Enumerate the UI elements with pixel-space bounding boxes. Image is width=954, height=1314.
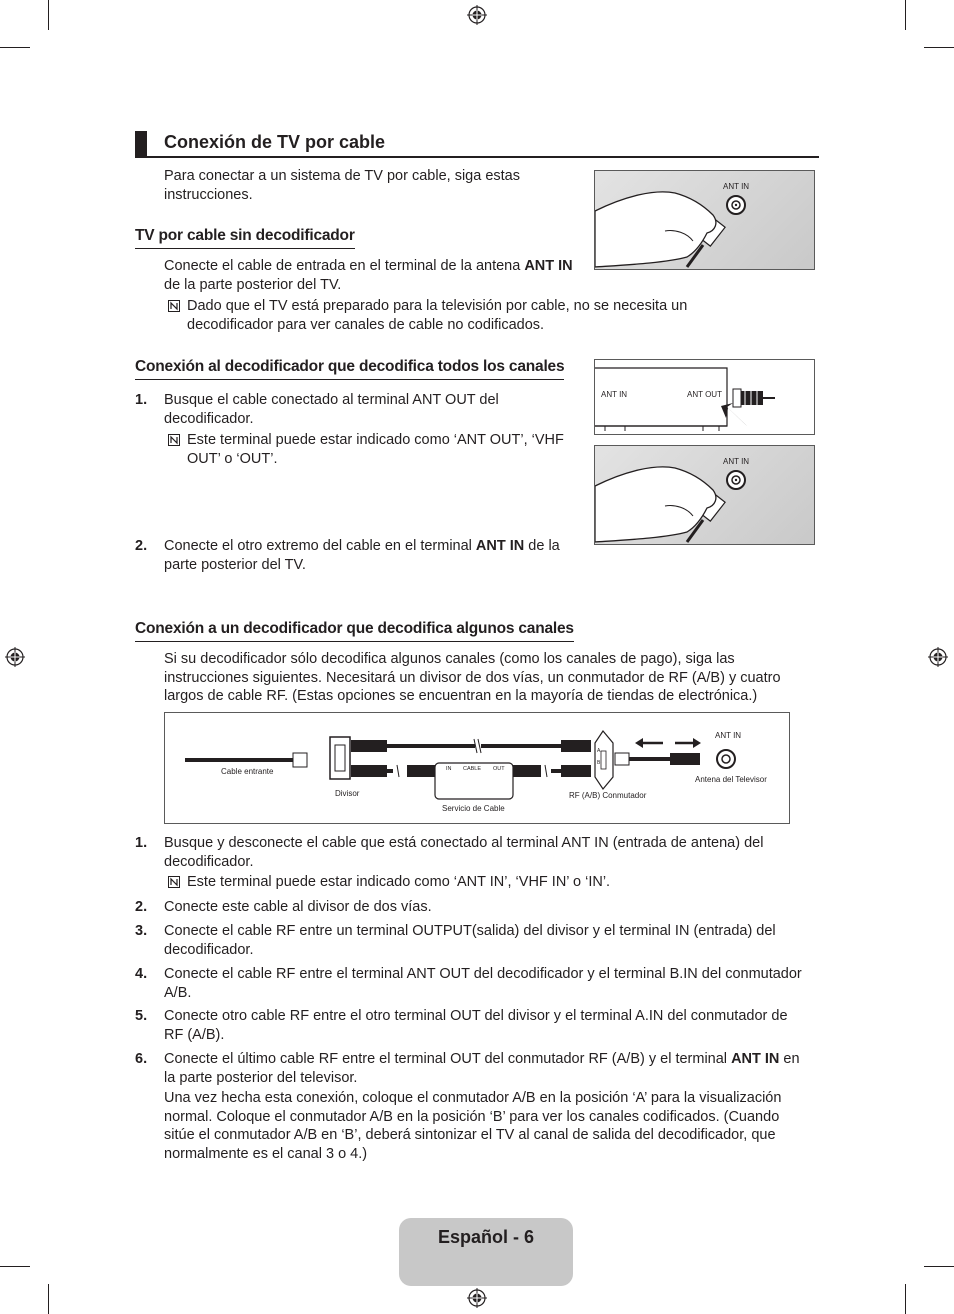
figure-ant-in-connection — [594, 445, 815, 545]
step-number: 3. — [135, 923, 148, 939]
note-line: OUT’ o ‘OUT’. — [187, 450, 278, 467]
figure-decoder-ant-out — [594, 359, 815, 435]
registration-mark-icon — [467, 1288, 487, 1308]
section-title-rule — [135, 156, 819, 158]
step-line: decodificador. — [164, 941, 254, 958]
note-line: Este terminal puede estar indicado como ‘ANT OUT’, ‘VHF — [187, 432, 564, 448]
step-line: en — [779, 1051, 800, 1067]
diagram-label: RF (A/B) Conmutador — [569, 791, 647, 800]
paragraph — [164, 257, 594, 294]
step-number: 1. — [135, 392, 148, 408]
step-line: parte posterior del TV. — [164, 556, 306, 573]
bold-term: ANT IN — [524, 258, 573, 274]
registration-mark-icon — [467, 5, 487, 25]
step-number: 2. — [135, 899, 148, 915]
diagram-label: CABLE — [463, 766, 482, 772]
bold-term: ANT IN — [731, 1051, 780, 1067]
paragraph-text: Conecte el cable de entrada en el terminal de la antena — [164, 258, 525, 274]
subsection-heading: Conexión al decodificador que decodifica todos los canales — [135, 357, 564, 380]
note-line: decodificador para ver canales de cable no codificados. — [187, 316, 545, 333]
crop-mark — [905, 1284, 906, 1314]
diagram-label: IN — [446, 766, 452, 772]
page-title: Conexión de TV por cable — [164, 132, 386, 152]
paragraph-line: Si su decodificador sólo decodifica algunos canales (como los canales de pago), siga las — [164, 651, 735, 667]
crop-mark — [924, 47, 954, 48]
figure-ant-in-connection — [594, 170, 815, 270]
step-line: RF (A/B). — [164, 1026, 225, 1043]
diagram-label: OUT — [493, 766, 505, 772]
step-line: Conecte el cable RF entre un terminal OUTPUT(salida) del divisor y el terminal IN (entrada) del — [164, 923, 776, 939]
crop-mark — [924, 1266, 954, 1267]
paragraph-line: instrucciones siguientes. Necesitará un divisor de dos vías, un conmutador de RF (A/B) y cuatro — [164, 669, 781, 686]
diagram-label: A — [597, 748, 601, 754]
paragraph-line: sitúe el conmutador A/B en ‘B’, deberá sintonizar el TV al canal de salida del decodificador, que — [164, 1127, 776, 1144]
step-line: decodificador. — [164, 853, 254, 870]
paragraph-text: de la parte posterior del TV. — [164, 276, 342, 293]
paragraph-line: normalmente es el canal 3 o 4.) — [164, 1145, 368, 1162]
step-text — [164, 391, 584, 428]
paragraph-line: Una vez hecha esta conexión, coloque el conmutador A/B en la posición ‘A’ para la visualización — [164, 1090, 782, 1106]
step-number: 4. — [135, 966, 148, 982]
diagram-label: Cable entrante — [221, 767, 274, 776]
crop-mark — [905, 0, 906, 30]
figure-label: ANT OUT — [687, 390, 722, 399]
diagram-label: Antena del Televisor — [695, 775, 767, 784]
paragraph-line: largos de cable RF. (Estas opciones se encuentran en la mayoría de tiendas de electrónica.) — [164, 688, 758, 705]
subsection-heading: Conexión a un decodificador que decodifica algunos canales — [135, 619, 574, 642]
note-icon — [168, 876, 180, 888]
step-text — [164, 965, 824, 1002]
note-icon — [168, 300, 180, 312]
step-text — [164, 1007, 824, 1044]
bold-term: ANT IN — [475, 538, 525, 554]
step-text — [164, 537, 584, 574]
step-line: Conecte el cable RF entre el terminal ANT OUT del decodificador y el terminal B.IN del conmutador — [164, 966, 802, 982]
step-number: 1. — [135, 835, 148, 851]
step-line: A/B. — [164, 984, 192, 1001]
crop-mark — [48, 0, 49, 30]
note-icon — [168, 434, 180, 446]
step-number: 6. — [135, 1051, 148, 1067]
registration-mark-icon — [5, 647, 25, 667]
crop-mark — [48, 1284, 49, 1314]
step-line: Conecte otro cable RF entre el otro terminal OUT del divisor y el terminal A.IN del conmutador de — [164, 1008, 788, 1024]
diagram-label: B — [597, 760, 601, 766]
note-text — [187, 431, 587, 468]
step-line: Busque el cable conectado al terminal ANT OUT del — [164, 392, 499, 408]
diagram-label: Servicio de Cable — [442, 804, 505, 813]
section-title-bar — [135, 131, 147, 157]
note-text — [187, 297, 807, 334]
step-number: 2. — [135, 538, 148, 554]
decoder-box-illustration — [595, 360, 814, 434]
figure-wiring-diagram — [164, 712, 790, 824]
crop-mark — [0, 47, 30, 48]
step-number: 5. — [135, 1008, 148, 1024]
closing-paragraph — [164, 1089, 824, 1163]
figure-label: ANT IN — [601, 390, 628, 399]
step-text: Conecte este cable al divisor de dos vías. — [164, 899, 432, 915]
hand-cable-illustration — [595, 446, 814, 544]
crop-mark — [0, 1266, 30, 1267]
step-line: Conecte el otro extremo del cable en el terminal — [164, 538, 476, 554]
diagram-label: ANT IN — [715, 731, 742, 740]
step-text — [164, 1050, 824, 1087]
registration-mark-icon — [928, 647, 948, 667]
subsection-heading: TV por cable sin decodificador — [135, 226, 355, 249]
diagram-label: Divisor — [335, 789, 360, 798]
figure-label: ANT IN — [723, 182, 750, 191]
note-line: Dado que el TV está preparado para la televisión por cable, no se necesita un — [187, 298, 688, 314]
section-intro-text: Para conectar a un sistema de TV por cable, siga estas instrucciones. — [164, 168, 520, 203]
paragraph — [164, 650, 824, 706]
step-line: la parte posterior del televisor. — [164, 1069, 358, 1086]
hand-cable-illustration — [595, 171, 814, 269]
step-text — [164, 834, 824, 871]
step-text — [164, 922, 824, 959]
figure-label: ANT IN — [723, 457, 750, 466]
step-line: de la — [524, 538, 560, 554]
note-text: Este terminal puede estar indicado como ‘ANT IN’, ‘VHF IN’ o ‘IN’. — [187, 874, 611, 890]
paragraph-line: normal. Coloque el conmutador A/B en la posición ‘B’ para ver los canales codificados. (Cuando — [164, 1108, 780, 1125]
step-line: Busque y desconecte el cable que está conectado al terminal ANT IN (entrada de antena) del — [164, 835, 764, 851]
step-line: decodificador. — [164, 410, 254, 427]
section-intro — [164, 167, 564, 204]
step-line: Conecte el último cable RF entre el terminal OUT del conmutador RF (A/B) y el terminal — [164, 1051, 732, 1067]
page-number: Español - 6 — [437, 1227, 535, 1247]
